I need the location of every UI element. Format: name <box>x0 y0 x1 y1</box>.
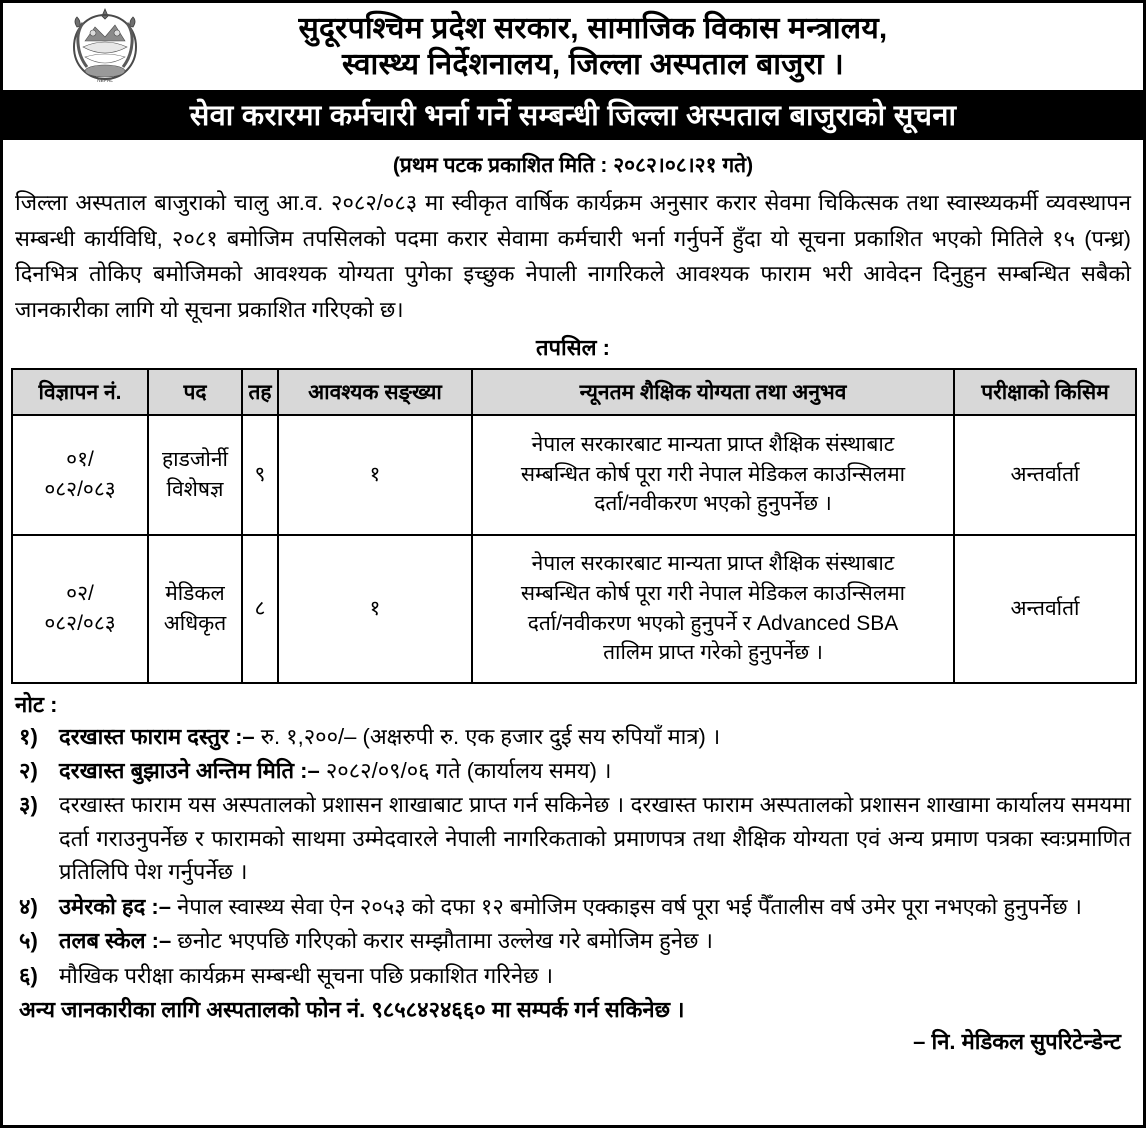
note-text <box>59 754 1131 787</box>
note-text <box>59 720 1131 753</box>
nepal-government-emblem-icon <box>65 7 145 87</box>
document-header <box>3 3 1143 93</box>
cell-post <box>148 535 242 683</box>
header-quantity: आवश्यक सङ्ख्या <box>278 369 472 415</box>
note-detail: छनोट भएपछि गरिएको करार सम्झौतामा उल्लेख गरे बमोजिम हुनेछ । <box>171 928 713 954</box>
cell-qualification <box>472 535 954 683</box>
organization-title <box>259 11 888 82</box>
post-line-1: हाडजोर्नी <box>162 447 228 471</box>
qualification-line-2: सम्बन्धित कोर्ष पूरा गरी नेपाल मेडिकल काउन्सिलमा <box>520 581 906 605</box>
signature-line: – नि. मेडिकल सुपरिटेन्डेन्ट <box>913 1029 1121 1054</box>
note-detail: मौखिक परीक्षा कार्यक्रम सम्बन्धी सूचना पछि प्रकाशित गरिनेछ । <box>59 962 554 988</box>
notice-banner-title: सेवा करारमा कर्मचारी भर्ना गर्ने सम्बन्धी जिल्ला अस्पताल बाजुराको सूचना <box>3 93 1143 140</box>
post-line-2: विशेषज्ञ <box>166 477 224 501</box>
note-label: उमेरको हद :– <box>59 893 171 919</box>
ad-no-line-2: ०८२/०८३ <box>44 477 116 501</box>
header-ad-no: विज्ञापन नं. <box>12 369 148 415</box>
qualification-line-1: नेपाल सरकारबाट मान्यता प्राप्त शैक्षिक संस्थाबाट <box>531 432 895 456</box>
note-label: दरखास्त फाराम दस्तुर :– <box>59 723 255 749</box>
cell-qualification <box>472 415 954 535</box>
note-number: ५) <box>19 928 38 954</box>
svg-text:NEPAL: NEPAL <box>96 78 114 84</box>
note-number: ४) <box>19 893 38 919</box>
note-label: तलब स्केल :– <box>59 928 172 954</box>
cell-level: ८ <box>242 535 278 683</box>
note-item <box>15 959 1131 992</box>
org-line-1: सुदूरपश्चिम प्रदेश सरकार, सामाजिक विकास मन्त्रालय, <box>298 12 888 46</box>
note-detail: रु. १,२००/– (अक्षरुपी रु. एक हजार दुई सय रुपियाँ मात्र) । <box>254 723 721 749</box>
ad-no-line-1: ०२/ <box>66 581 94 605</box>
tapasil-label: तपसिल : <box>536 334 610 360</box>
cell-ad-no <box>12 415 148 535</box>
qualification-line-3: दर्ता/नवीकरण भएको हुनुपर्ने र Advanced SBA <box>527 611 899 635</box>
cell-quantity: १ <box>278 535 472 683</box>
cell-post <box>148 415 242 535</box>
ad-no-line-1: ०१/ <box>66 447 94 471</box>
header-qualification: न्यूनतम शैक्षिक योग्यता तथा अनुभव <box>472 369 954 415</box>
intro-paragraph: जिल्ला अस्पताल बाजुराको चालु आ.व. २०८२/०८३ मा स्वीकृत वार्षिक कार्यक्रम अनुसार करार सेवमा चिकित्सक तथा स्वास्थ्यकर्मी व्यवस्थापन सम्बन्धी कार्यविधि, २०८१ बमोजिम तपसिलको पदमा करार सेवामा कर्मचारी भर्ना गर्नुपर्ने हुँदा यो सूचना प्रकाशित भएको मितिले १५ (पन्ध्र) दिनभित्र तोकिए बमोजिमको आवश्यक योग्यता पुगेका इच्छुक नेपाली नागरिकले आवश्यक फाराम भरी आवेदन दिनुहुन सम्बन्धित सबैको जानकारीका लागि यो सूचना प्रकाशित गरिएको छ। <box>15 190 1131 322</box>
notice-content <box>3 151 1143 1056</box>
note-detail: दरखास्त फाराम यस अस्पतालको प्रशासन शाखाबाट प्राप्त गर्न सकिनेछ । दरखास्त फाराम अस्पतालको प्रशासन शाखामा कार्यालय समयमा दर्ता गराउनुपर्नेछ र फारामको साथमा उम्मेदवारले नेपाली नागरिकताको प्रमाणपत्र तथा शैक्षिक योग्यता एवं अन्य प्रमाण पत्रका स्वःप्रमाणित प्रतिलिपि पेश गर्नुपर्नेछ । <box>59 792 1131 885</box>
cell-exam-kind: अन्तर्वार्ता <box>954 535 1136 683</box>
note-item <box>15 890 1131 923</box>
notes-title: नोट : <box>15 691 58 717</box>
note-text <box>59 788 1131 888</box>
header-post: पद <box>148 369 242 415</box>
note-detail: २०८२/०९/०६ गते (कार्यालय समय) । <box>319 757 612 783</box>
note-text <box>59 924 1131 957</box>
qualification-line-4: तालिम प्राप्त गरेको हुनुपर्नेछ । <box>603 641 823 665</box>
notes-section <box>11 689 1135 1057</box>
cell-ad-no <box>12 535 148 683</box>
note-number: ६) <box>19 962 38 988</box>
ad-no-line-2: ०८२/०८३ <box>44 611 116 635</box>
qualification-line-2: सम्बन्धित कोर्ष पूरा गरी नेपाल मेडिकल काउन्सिलमा <box>520 462 906 486</box>
vacancy-table <box>11 368 1137 684</box>
note-number: १) <box>19 723 38 749</box>
header-level: तह <box>242 369 278 415</box>
table-header-row <box>12 369 1136 415</box>
header-exam-kind: परीक्षाको किसिम <box>954 369 1136 415</box>
note-text <box>59 959 1131 992</box>
note-number: ३) <box>19 792 38 818</box>
note-label: दरखास्त बुझाउने अन्तिम मिति :– <box>59 757 320 783</box>
cell-exam-kind: अन्तर्वार्ता <box>954 415 1136 535</box>
note-item <box>15 924 1131 957</box>
table-row <box>12 535 1136 683</box>
cell-level: ९ <box>242 415 278 535</box>
note-item <box>15 754 1131 787</box>
org-line-2: स्वास्थ्य निर्देशनालय, जिल्ला अस्पताल बाजुरा । <box>342 47 844 81</box>
contact-line: अन्य जानकारीका लागि अस्पतालको फोन नं. ९८५८४२४६६० मा सम्पर्क गर्न सकिनेछ । <box>19 997 685 1022</box>
qualification-line-3: दर्ता/नवीकरण भएको हुनुपर्नेछ । <box>594 492 832 516</box>
note-text <box>59 890 1131 923</box>
table-row <box>12 415 1136 535</box>
note-item <box>15 720 1131 753</box>
cell-quantity: १ <box>278 415 472 535</box>
post-line-1: मेडिकल <box>165 581 225 605</box>
qualification-line-1: नेपाल सरकारबाट मान्यता प्राप्त शैक्षिक संस्थाबाट <box>531 551 895 575</box>
note-detail: नेपाल स्वास्थ्य सेवा ऐन २०५३ को दफा १२ बमोजिम एक्काइस वर्ष पूरा भई पैँतालीस वर्ष उमेर पूरा नभएको हुनुपर्नेछ । <box>170 893 1082 919</box>
note-item <box>15 788 1131 888</box>
post-line-2: अधिकृत <box>163 611 227 635</box>
publish-date: (प्रथम पटक प्रकाशित मिति : २०८२।०८।२१ गते) <box>392 154 754 177</box>
note-number: २) <box>19 757 38 783</box>
